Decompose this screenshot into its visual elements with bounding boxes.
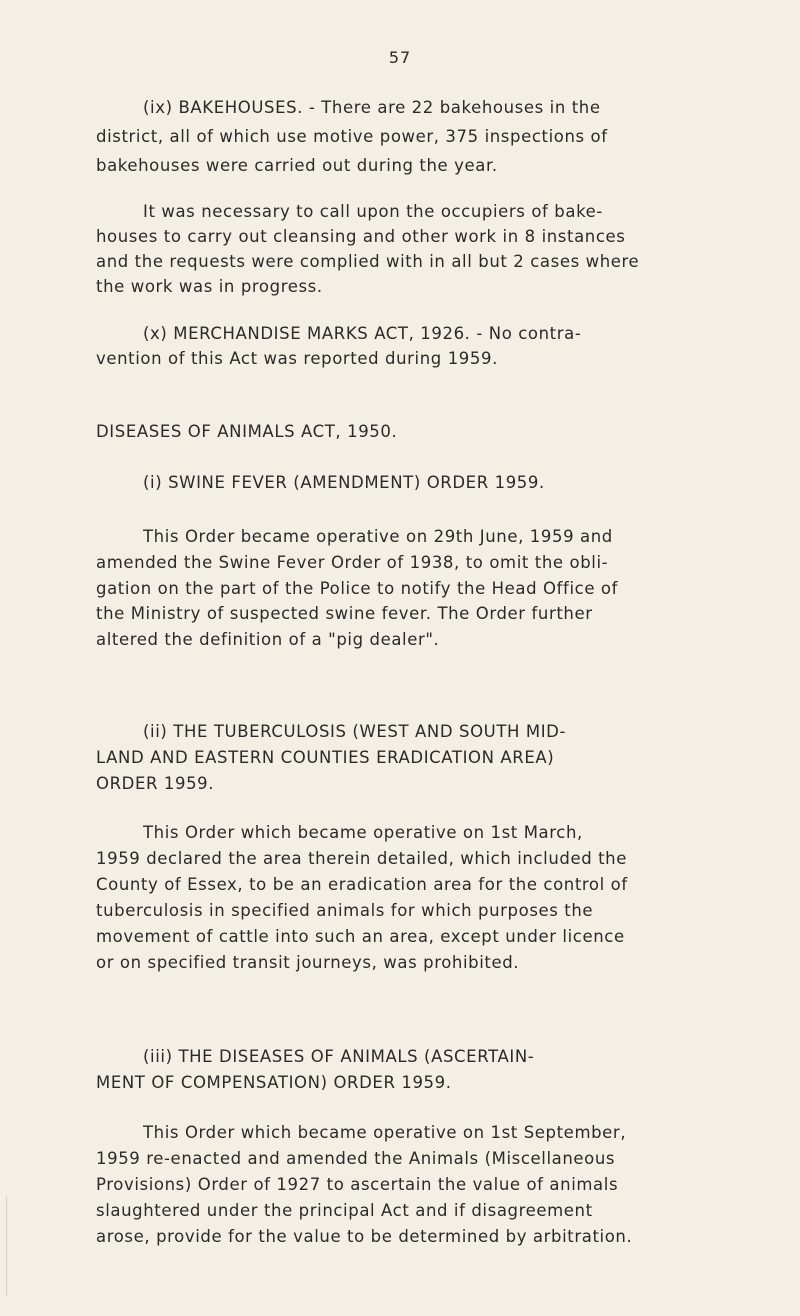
text-line: This Order which became operative on 1st March, [143,823,583,842]
text-line: This Order which became operative on 1st September, [143,1123,627,1142]
subsection-heading: (i) SWINE FEVER (AMENDMENT) ORDER 1959. [143,473,545,492]
subsection-heading: ORDER 1959. [96,774,215,793]
text-line: movement of cattle into such an area, except under licence [96,927,625,946]
text-line: It was necessary to call upon the occupiers of bake- [143,202,603,221]
text-line: houses to carry out cleansing and other work in 8 instances [96,227,626,246]
text-line: and the requests were complied with in all but 2 cases where [96,252,640,271]
subsection-heading: (ii) THE TUBERCULOSIS (WEST AND SOUTH MID- [143,722,567,741]
text-line: 1959 re-enacted and amended the Animals (Miscellaneous [96,1149,616,1168]
text-line: This Order became operative on 29th June, 1959 and [143,527,613,546]
text-line: the Ministry of suspected swine fever. The Order further [96,604,593,623]
text-line: 1959 declared the area therein detailed, which included the [96,849,627,868]
text-line: amended the Swine Fever Order of 1938, to omit the obli- [96,553,609,572]
section-heading: DISEASES OF ANIMALS ACT, 1950. [96,422,398,441]
text-line: gation on the part of the Police to notify the Head Office of [96,579,619,598]
text-line: vention of this Act was reported during 1959. [96,349,498,368]
subsection-heading: (iii) THE DISEASES OF ANIMALS (ASCERTAIN- [143,1047,535,1066]
text-line: arose, provide for the value to be determined by arbitration. [96,1227,633,1246]
text-line: tuberculosis in specified animals for which purposes the [96,901,594,920]
text-line: Provisions) Order of 1927 to ascertain the value of animals [96,1175,619,1194]
subsection-heading: LAND AND EASTERN COUNTIES ERADICATION AREA) [96,748,555,767]
text-line: or on specified transit journeys, was prohibited. [96,953,520,972]
text-line: district, all of which use motive power, 375 inspections of [96,127,608,146]
text-line: bakehouses were carried out during the year. [96,156,498,175]
text-line: (ix) BAKEHOUSES. - There are 22 bakehouses in the [143,98,601,117]
page-edge-mark [6,1196,7,1296]
text-line: County of Essex, to be an eradication area for the control of [96,875,628,894]
text-line: the work was in progress. [96,277,323,296]
text-line: (x) MERCHANDISE MARKS ACT, 1926. - No contra- [143,324,582,343]
text-line: altered the definition of a "pig dealer". [96,630,440,649]
text-line: slaughtered under the principal Act and if disagreement [96,1201,593,1220]
subsection-heading: MENT OF COMPENSATION) ORDER 1959. [96,1073,452,1092]
page-number: 57 [388,48,412,67]
